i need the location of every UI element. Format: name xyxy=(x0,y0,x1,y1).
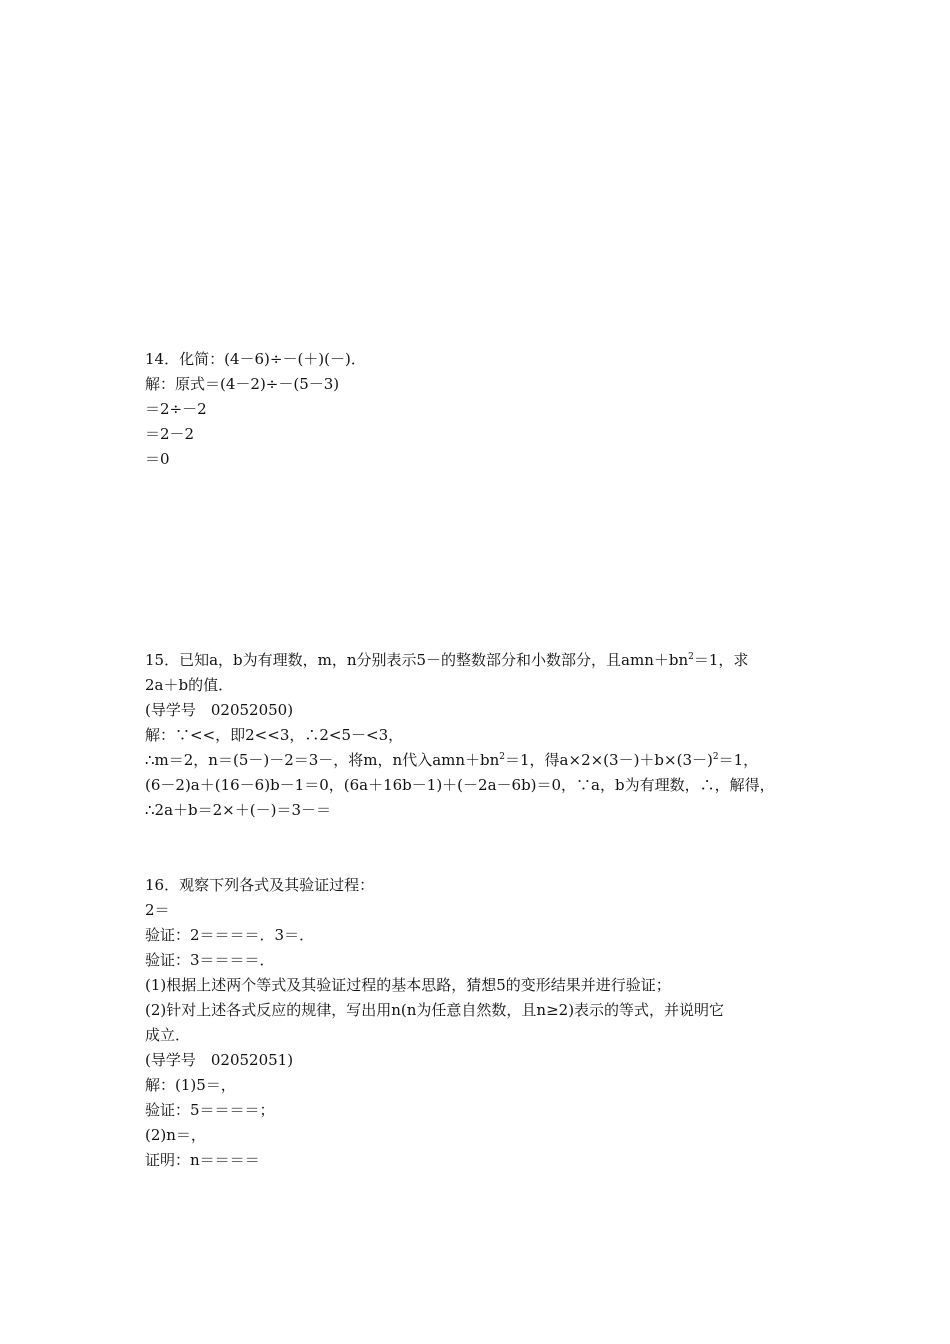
question-14-title: 14．化简：(4－6)÷－(＋)(－)． xyxy=(145,350,366,368)
question-15 xyxy=(145,648,825,823)
title-text: 15．已知a，b为有理数，m，n分别表示5－的整数部分和小数部分，且amn＋bn xyxy=(145,651,689,669)
solution-text: ＝1，得a×2×(3－)＋b×(3－) xyxy=(505,751,713,769)
solution-line: ＝2－2 xyxy=(145,425,195,443)
solution-line: 验证：5＝＝＝＝； xyxy=(145,1101,275,1119)
question-15-title xyxy=(145,648,825,673)
guide-number: (导学号 02052050) xyxy=(145,701,294,719)
superscript: 2 xyxy=(499,752,506,762)
solution-line: ＝0 xyxy=(145,450,170,468)
solution-text: ∴m＝2，n＝(5－)－2＝3－，将m，n代入amn＋bn xyxy=(145,751,500,769)
problem-line: (1)根据上述两个等式及其验证过程的基本思路，猜想5的变形结果并进行验证； xyxy=(145,976,671,994)
question-16 xyxy=(145,873,825,1173)
question-16-title: 16．观察下列各式及其验证过程： xyxy=(145,876,375,894)
problem-line: (2)针对上述各式反应的规律，写出用n(n为任意自然数，且n≥2)表示的等式，并说明它 xyxy=(145,1001,725,1019)
problem-line: 验证：3＝＝＝＝． xyxy=(145,951,275,969)
guide-number: (导学号 02052051) xyxy=(145,1051,294,1069)
superscript: 2 xyxy=(688,652,694,662)
solution-line: 证明：n＝＝＝＝ xyxy=(145,1151,260,1169)
solution-line: 解：原式＝(4－2)÷－(5－3) xyxy=(145,375,340,393)
solution-line: 解：(1)5＝， xyxy=(145,1076,236,1094)
solution-line: ＝2÷－2 xyxy=(145,400,207,418)
question-14 xyxy=(145,347,825,472)
solution-text: ＝1， xyxy=(718,751,759,769)
question-15-title-line2: 2a＋b的值． xyxy=(145,676,234,694)
solution-line: 解：∵<<，即2<<3，∴2<5－<3， xyxy=(145,726,404,744)
solution-line: ∴2a＋b＝2×＋(－)＝3－＝ xyxy=(145,801,331,819)
solution-line: (6－2)a＋(16－6)b－1＝0，(6a＋16b－1)＋(－2a－6b)＝0，∵a，b为有理数，∴，解得， xyxy=(145,776,775,794)
solution-line: (2)n＝， xyxy=(145,1126,206,1144)
problem-line: 验证：2＝＝＝＝．3＝． xyxy=(145,926,315,944)
problem-line: 2＝ xyxy=(145,901,170,919)
solution-line xyxy=(145,748,825,773)
superscript: 2 xyxy=(712,752,719,762)
problem-line: 成立． xyxy=(145,1026,191,1044)
title-text-tail: ＝1，求 xyxy=(693,651,749,669)
